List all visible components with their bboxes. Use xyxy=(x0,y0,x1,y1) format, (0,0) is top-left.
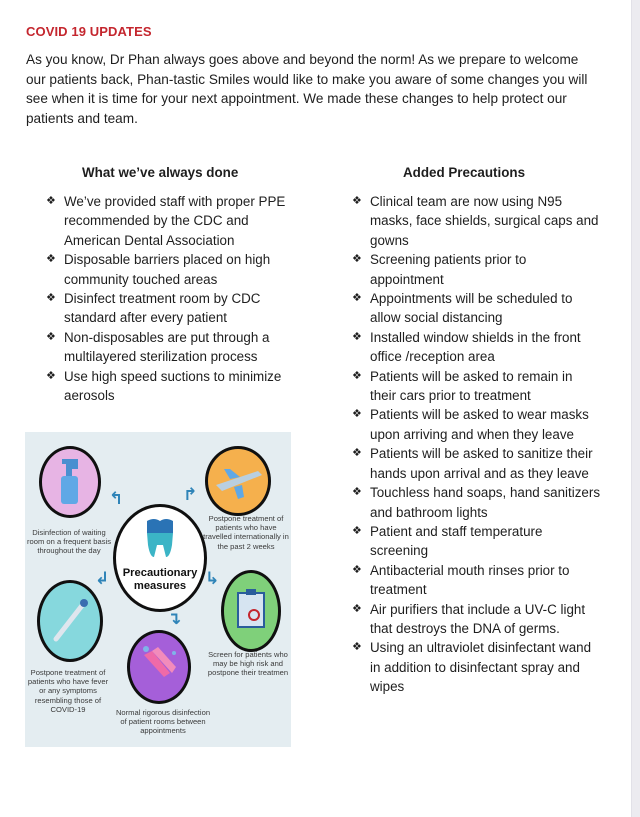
arrow-to-thermometer-icon: ↲ xyxy=(95,569,110,588)
four-diamond-bullet-icon: ❖ xyxy=(46,330,56,343)
list-item xyxy=(352,367,602,406)
four-diamond-bullet-icon: ❖ xyxy=(352,641,362,654)
plane-node-circle xyxy=(205,446,271,516)
precautionary-measures-infographic xyxy=(25,432,291,747)
list-item xyxy=(352,561,602,600)
list-item-text: Patients will be asked to sanitize their hands upon arrival and as they leave xyxy=(370,446,593,481)
list-item xyxy=(352,522,602,561)
always-done-list xyxy=(46,192,306,405)
list-item xyxy=(46,250,306,289)
four-diamond-bullet-icon: ❖ xyxy=(46,292,56,305)
list-item xyxy=(46,289,306,328)
list-item xyxy=(352,328,602,367)
four-diamond-bullet-icon: ❖ xyxy=(352,602,362,615)
plane-caption: Postpone treatment of patients who have travelled internationally in the past 2 weeks xyxy=(203,514,289,551)
list-item-text: Appointments will be scheduled to allow social distancing xyxy=(370,291,573,326)
list-item-text: Antibacterial mouth rinses prior to treatment xyxy=(370,562,570,598)
washing-hands-icon xyxy=(130,633,188,701)
four-diamond-bullet-icon: ❖ xyxy=(46,253,56,266)
list-item xyxy=(352,405,602,444)
thermometer-caption: Postpone treatment of patients who have fever or any symptoms resembling those of COVID-19 xyxy=(27,668,109,714)
added-precautions-list xyxy=(352,192,602,697)
list-item-text: Patient and staff temperature screening xyxy=(370,523,543,559)
four-diamond-bullet-icon: ❖ xyxy=(352,330,362,343)
thermometer-node-circle xyxy=(37,580,103,662)
four-diamond-bullet-icon: ❖ xyxy=(352,292,362,305)
list-item-text: Non-disposables are put through a multilayered sterilization process xyxy=(64,329,270,365)
list-item xyxy=(352,444,602,483)
list-item-text: Patients will be asked to wear masks upon arriving and when they leave xyxy=(370,407,589,442)
four-diamond-bullet-icon: ❖ xyxy=(352,408,362,421)
spray-caption: Disinfection of waiting room on a frequent basis throughout the day xyxy=(27,528,112,556)
spray-node-circle xyxy=(39,446,101,518)
list-item xyxy=(352,600,602,639)
four-diamond-bullet-icon: ❖ xyxy=(352,195,362,207)
intro-paragraph: As you know, Dr Phan always goes above and beyond the norm! As we prepare to welcome our patients back, Phan-tastic Smiles would like to make you aware of some changes you will see when it is time for your next appointment. We made these changes to help protect our patients and team. xyxy=(26,52,588,126)
list-item-text: Patients will be asked to remain in their cars prior to treatment xyxy=(370,368,573,404)
arrow-to-clipboard-icon: ↳ xyxy=(205,569,220,588)
arrow-to-spray-icon: ↰ xyxy=(109,489,124,508)
always-done-heading: What we’ve always done xyxy=(82,165,239,180)
list-item xyxy=(352,289,602,328)
four-diamond-bullet-icon: ❖ xyxy=(352,486,362,499)
clipboard-caption: Screen for patients who may be high risk and postpone their treatmen xyxy=(207,650,289,678)
list-item-text: Installed window shields in the front office /reception area xyxy=(370,329,581,365)
spray-bottle-icon xyxy=(42,449,98,515)
list-item-text: Disinfect treatment room by CDC standard after every patient xyxy=(64,291,261,326)
list-item-text: Use high speed suctions to minimize aerosols xyxy=(64,368,282,404)
added-precautions-heading: Added Precautions xyxy=(403,165,526,180)
list-item-text: Disposable barriers placed on high community touched areas xyxy=(64,252,271,287)
thermometer-icon xyxy=(40,583,100,659)
four-diamond-bullet-icon: ❖ xyxy=(46,369,56,382)
list-item xyxy=(352,250,602,289)
list-item xyxy=(46,328,306,367)
list-item-text: Touchless hand soaps, hand sanitizers and bathroom lights xyxy=(370,485,601,520)
list-item xyxy=(352,638,602,696)
clipboard-icon xyxy=(224,573,278,649)
center-title-line1: Precautionary xyxy=(122,567,198,579)
hands-caption: Normal rigorous disinfection of patient rooms between appointments xyxy=(115,708,211,736)
arrow-to-hands-icon: ↴ xyxy=(167,609,182,628)
center-circle xyxy=(113,504,207,612)
four-diamond-bullet-icon: ❖ xyxy=(352,447,362,460)
list-item-text: We’ve provided staff with proper PPE recommended by the CDC and American Dental Association xyxy=(64,194,286,248)
list-item xyxy=(46,192,306,250)
list-item xyxy=(46,367,306,406)
list-item xyxy=(352,483,602,522)
center-title-line2: measures xyxy=(133,580,187,592)
four-diamond-bullet-icon: ❖ xyxy=(352,524,362,537)
four-diamond-bullet-icon: ❖ xyxy=(352,369,362,382)
list-item xyxy=(352,192,602,250)
page-edge-strip xyxy=(631,0,640,817)
list-item-text: Using an ultraviolet disinfectant wand in addition to disinfectant spray and wipes xyxy=(370,640,592,695)
four-diamond-bullet-icon: ❖ xyxy=(352,563,362,576)
tooth-icon xyxy=(116,513,204,563)
list-item-text: Screening patients prior to appointment xyxy=(370,252,527,287)
clipboard-node-circle xyxy=(221,570,281,652)
page-title: COVID 19 UPDATES xyxy=(26,24,152,39)
four-diamond-bullet-icon: ❖ xyxy=(352,253,362,266)
airplane-icon xyxy=(208,449,268,513)
list-item-text: Clinical team are now using N95 masks, face shields, surgical caps and gowns xyxy=(370,194,599,248)
hands-node-circle xyxy=(127,630,191,704)
four-diamond-bullet-icon: ❖ xyxy=(46,195,56,207)
list-item-text: Air purifiers that include a UV-C light that destroys the DNA of germs. xyxy=(370,601,586,636)
arrow-to-plane-icon: ↱ xyxy=(183,485,198,504)
